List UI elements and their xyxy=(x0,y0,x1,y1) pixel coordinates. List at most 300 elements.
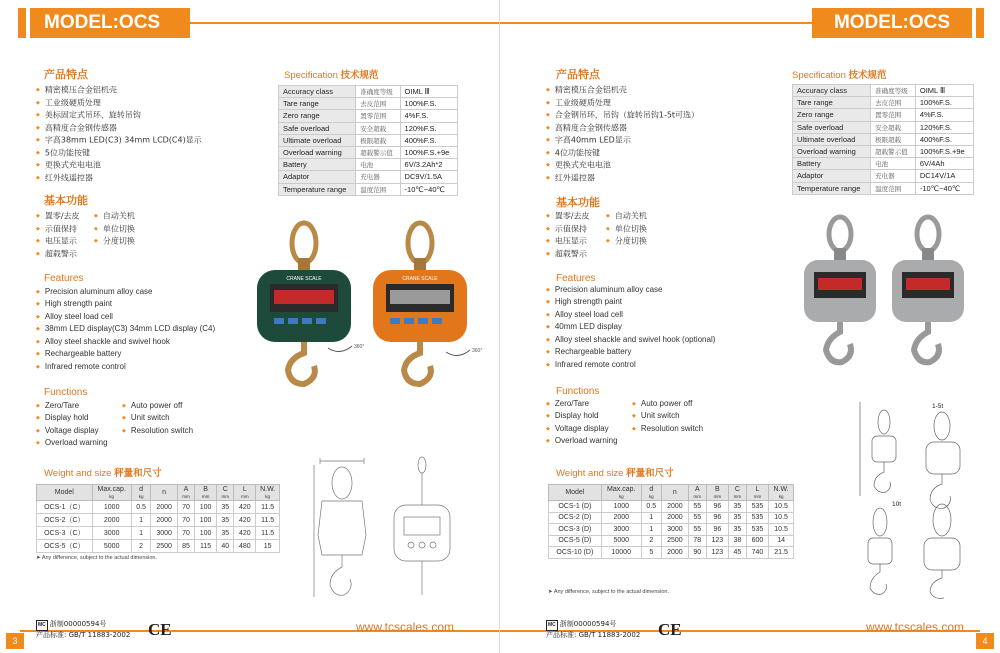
column-header: n xyxy=(661,485,688,501)
spec-label: Tare range xyxy=(279,98,356,110)
table-cell: 21.5 xyxy=(769,547,794,559)
spec-label-cn: 超载警示值 xyxy=(871,145,916,157)
banner-rule xyxy=(190,22,499,24)
spec-label: Ultimate overload xyxy=(793,133,871,145)
spec-value: DC14V/1A xyxy=(915,170,973,182)
list-item: ◆ 自动关机 xyxy=(606,210,647,223)
table-cell: OCS-1（C） xyxy=(37,501,93,514)
list-item: ◆ Overload warning xyxy=(36,437,108,449)
table-cell: 115 xyxy=(195,540,217,553)
scale-label: CRANE SCALE xyxy=(286,276,322,282)
column-header: L mm xyxy=(234,485,256,501)
crane-scales-photo xyxy=(240,218,495,393)
list-item: ◆ 电压显示 xyxy=(546,235,590,248)
capacity-label: 1-5t xyxy=(932,403,944,410)
column-header: d kg xyxy=(131,485,151,501)
table-row xyxy=(793,97,974,109)
list-item: ◆ 4位功能按键 xyxy=(546,147,699,160)
spec-label: Overload warning xyxy=(793,145,871,157)
list-item: ◆ Voltage display xyxy=(36,425,108,437)
table-row xyxy=(549,524,794,536)
table-cell: 535 xyxy=(746,524,768,536)
weight-size-table xyxy=(36,484,280,553)
ce-mark-icon: CE xyxy=(658,620,682,639)
page-number: 4 xyxy=(976,633,994,649)
spec-label-cn: 去皮范围 xyxy=(871,97,916,109)
spec-value: 100%F.S.+9e xyxy=(400,146,457,158)
table-cell: 5000 xyxy=(92,540,131,553)
rotate-arrow-icon xyxy=(446,350,470,356)
table-cell: 90 xyxy=(688,547,706,559)
table-cell: OCS-2 (D) xyxy=(549,512,602,524)
spec-label-cn: 温度范围 xyxy=(871,182,916,194)
column-header: N.W. kg xyxy=(256,485,280,501)
list-item: ◆ 红外遥控器 xyxy=(546,172,699,185)
spec-title-en: Specification xyxy=(792,70,846,81)
spec-title-en: Specification xyxy=(284,70,338,81)
column-header: B mm xyxy=(706,485,728,501)
banner-tab xyxy=(18,8,26,38)
spec-title xyxy=(792,67,887,81)
list-item: ◆ 分度切换 xyxy=(606,235,647,248)
list-item: ◆ Alloy steel shackle and swivel hook xyxy=(36,336,215,348)
cert-number: 浙制00000594号 xyxy=(559,620,617,628)
table-cell: 123 xyxy=(706,547,728,559)
certification xyxy=(546,620,640,640)
table-row xyxy=(37,514,280,527)
table-cell: 35 xyxy=(729,501,747,513)
list-item: ◆ 精密模压合金铝机壳 xyxy=(36,84,202,97)
spec-label: Safe overload xyxy=(279,122,356,134)
dimension-note: ➤ Any difference, subject to the actual dimension. xyxy=(548,589,669,595)
spec-value: 100%F.S. xyxy=(400,98,457,110)
spec-label: Adaptor xyxy=(279,171,356,183)
table-cell: 1 xyxy=(641,524,661,536)
table-cell: 40 xyxy=(217,540,234,553)
weight-size-title xyxy=(44,465,162,479)
table-cell: 35 xyxy=(217,501,234,514)
table-cell: 3000 xyxy=(92,527,131,540)
table-cell: OCS-1 (D) xyxy=(549,501,602,513)
table-cell: 70 xyxy=(177,501,194,514)
table-row xyxy=(793,121,974,133)
model-title: MODEL:OCS (C) xyxy=(30,8,190,38)
table-cell: OCS-10 (D) xyxy=(549,547,602,559)
list-item: ◆ 美标固定式吊环、旋转吊钩 xyxy=(36,109,202,122)
features-cn-list xyxy=(546,84,699,184)
column-header: C mm xyxy=(217,485,234,501)
list-item: ◆ Display hold xyxy=(36,412,108,424)
list-item: ◆ Auto power off xyxy=(122,400,193,412)
list-item: ◆ 更换式充电电池 xyxy=(546,159,699,172)
orange-crane-scale xyxy=(373,223,467,384)
functions-cn-list-2 xyxy=(606,210,647,248)
table-cell: 10.5 xyxy=(769,512,794,524)
spec-label-cn: 温度范围 xyxy=(356,183,400,195)
list-item: ◆ 置零/去皮 xyxy=(36,210,80,223)
table-cell: 14 xyxy=(769,535,794,547)
list-item: ◆ High strength paint xyxy=(546,296,715,308)
table-cell: 1000 xyxy=(92,501,131,514)
features-cn-title: 产品特点 xyxy=(44,68,88,81)
table-cell: 535 xyxy=(746,501,768,513)
spec-label: Accuracy class xyxy=(793,85,871,97)
list-item: ◆ Unit switch xyxy=(632,410,703,422)
spec-table xyxy=(792,84,974,195)
list-item: ◆ 示值保持 xyxy=(546,223,590,236)
table-cell: 15 xyxy=(256,540,280,553)
list-item: ◆ 高精度合金钢传感器 xyxy=(546,122,699,135)
spec-label-cn: 安全超载 xyxy=(871,121,916,133)
cert-number: 浙制00000594号 xyxy=(49,620,107,628)
list-item: ◆ Alloy steel load cell xyxy=(546,309,715,321)
column-header: A mm xyxy=(688,485,706,501)
weight-size-title xyxy=(556,465,674,479)
table-cell: 35 xyxy=(729,512,747,524)
functions-en-list-1 xyxy=(36,400,108,450)
list-item: ◆ 自动关机 xyxy=(94,210,135,223)
table-cell: 2000 xyxy=(661,512,688,524)
table-cell: OCS-3 (D) xyxy=(549,524,602,536)
rotate-label: 360° xyxy=(354,344,365,350)
list-item: ◆ 字高38mm LED(C3) 34mm LCD(C4)显示 xyxy=(36,134,202,147)
capacity-label: 10t xyxy=(892,501,902,508)
table-cell: 3000 xyxy=(661,524,688,536)
functions-en-list-2 xyxy=(632,398,703,435)
spec-label-cn: 电池 xyxy=(356,159,400,171)
table-cell: 1000 xyxy=(601,501,641,513)
functions-cn-list-1 xyxy=(36,210,80,260)
spec-value: 4%F.S. xyxy=(915,109,973,121)
spec-title-cn: 技术规范 xyxy=(848,70,887,81)
spec-label-cn: 准确度等级 xyxy=(356,86,400,98)
table-cell: 420 xyxy=(234,514,256,527)
column-header: Model xyxy=(37,485,93,501)
weight-size-title-en: Weight and size xyxy=(44,468,112,479)
table-cell: 2000 xyxy=(92,514,131,527)
list-item: ◆ 38mm LED display(C3) 34mm LCD display (C4) xyxy=(36,323,215,335)
table-cell: 55 xyxy=(688,524,706,536)
column-header: d kg xyxy=(641,485,661,501)
list-item: ◆ 超载警示 xyxy=(546,248,590,261)
table-cell: 2 xyxy=(131,540,151,553)
table-row xyxy=(549,547,794,559)
spec-label-cn: 充电器 xyxy=(871,170,916,182)
spec-label: Tare range xyxy=(793,97,871,109)
table-row xyxy=(37,501,280,514)
list-item: ◆ Unit switch xyxy=(122,412,193,424)
spec-title xyxy=(284,67,379,81)
spec-label: Zero range xyxy=(279,110,356,122)
table-cell: 100 xyxy=(195,514,217,527)
table-cell: 11.5 xyxy=(256,514,280,527)
table-row xyxy=(279,110,458,122)
table-cell: 535 xyxy=(746,512,768,524)
column-header: n xyxy=(151,485,177,501)
table-row xyxy=(279,146,458,158)
spec-label-cn: 充电器 xyxy=(356,171,400,183)
list-item: ◆ Infrared remote control xyxy=(546,359,715,371)
weight-size-table xyxy=(548,484,794,559)
list-item: ◆ 40mm LED display xyxy=(546,321,715,333)
table-cell: 3000 xyxy=(151,527,177,540)
spec-value: -10℃~40℃ xyxy=(400,183,457,195)
table-cell: 5000 xyxy=(601,535,641,547)
list-item: ◆ 红外线遥控器 xyxy=(36,172,202,185)
spec-label: Ultimate overload xyxy=(279,134,356,146)
table-cell: 35 xyxy=(217,527,234,540)
table-row xyxy=(793,85,974,97)
functions-cn-list-1 xyxy=(546,210,590,260)
table-row xyxy=(793,170,974,182)
table-cell: 100 xyxy=(195,501,217,514)
table-cell: 78 xyxy=(688,535,706,547)
spec-label: Adaptor xyxy=(793,170,871,182)
list-item: ◆ Precision aluminum alloy case xyxy=(36,286,215,298)
table-cell: 11.5 xyxy=(256,527,280,540)
weight-size-title-en: Weight and size xyxy=(556,468,624,479)
functions-en-list-1 xyxy=(546,398,618,448)
crane-scales-photo xyxy=(800,214,980,374)
spec-label: Battery xyxy=(793,158,871,170)
column-header: C mm xyxy=(729,485,747,501)
spec-label: Accuracy class xyxy=(279,86,356,98)
table-cell: 70 xyxy=(177,527,194,540)
spec-label: Temperature range xyxy=(279,183,356,195)
table-cell: 420 xyxy=(234,527,256,540)
table-cell: 35 xyxy=(217,514,234,527)
table-cell: 2000 xyxy=(661,547,688,559)
spec-label-cn: 去皮范围 xyxy=(356,98,400,110)
silver-crane-scale xyxy=(804,217,876,362)
spec-value: 4%F.S. xyxy=(400,110,457,122)
website-link[interactable]: www.tcscales.com xyxy=(866,620,965,634)
spec-value: OIML Ⅲ xyxy=(915,85,973,97)
page-number: 3 xyxy=(6,633,24,649)
table-cell: OCS-2（C） xyxy=(37,514,93,527)
list-item: ◆ Voltage display xyxy=(546,423,618,435)
banner-tab xyxy=(976,8,984,38)
table-cell: 100 xyxy=(195,527,217,540)
list-item: ◆ Infrared remote control xyxy=(36,361,215,373)
spec-value: 120%F.S. xyxy=(915,121,973,133)
table-cell: 35 xyxy=(729,524,747,536)
silver-crane-scale xyxy=(892,217,964,362)
list-item: ◆ Rechargeable battery xyxy=(546,346,715,358)
table-cell: OCS-5 (D) xyxy=(549,535,602,547)
mc-logo-icon: MC xyxy=(36,620,48,631)
table-cell: 1 xyxy=(131,514,151,527)
spec-title-cn: 技术规范 xyxy=(340,70,379,81)
list-item: ◆ Rechargeable battery xyxy=(36,348,215,360)
table-cell: 96 xyxy=(706,501,728,513)
spec-value: 6V/3.2Ah*2 xyxy=(400,159,457,171)
spec-label: Overload warning xyxy=(279,146,356,158)
list-item: ◆ 分度切换 xyxy=(94,235,135,248)
spec-label-cn: 置零范围 xyxy=(356,110,400,122)
functions-en-title: Functions xyxy=(556,386,600,397)
table-row xyxy=(279,159,458,171)
spec-value: 400%F.S. xyxy=(915,133,973,145)
features-en-title: Features xyxy=(44,273,84,284)
table-row xyxy=(793,158,974,170)
table-cell: 420 xyxy=(234,501,256,514)
spec-label-cn: 置零范围 xyxy=(871,109,916,121)
table-row xyxy=(37,540,280,553)
table-cell: 10.5 xyxy=(769,524,794,536)
table-row xyxy=(279,134,458,146)
weight-size-title-cn: 秤量和尺寸 xyxy=(114,468,162,479)
column-header: B mm xyxy=(195,485,217,501)
spec-value: 6V/4Ah xyxy=(915,158,973,170)
functions-en-list-2 xyxy=(122,400,193,437)
list-item: ◆ Auto power off xyxy=(632,398,703,410)
table-cell: 123 xyxy=(706,535,728,547)
table-header-row xyxy=(549,485,794,501)
table-row xyxy=(549,512,794,524)
product-standard: 产品标准: GB/T 11883-2002 xyxy=(546,631,641,639)
table-cell: 2500 xyxy=(151,540,177,553)
model-title: MODEL:OCS (D) xyxy=(812,8,972,38)
list-item: ◆ Alloy steel shackle and swivel hook (optional) xyxy=(546,334,715,346)
spec-value: OIML Ⅲ xyxy=(400,86,457,98)
column-header: L mm xyxy=(746,485,768,501)
list-item: ◆ 工业级硬质处理 xyxy=(36,97,202,110)
list-item: ◆ Zero/Tare xyxy=(546,398,618,410)
column-header: Model xyxy=(549,485,602,501)
list-item: ◆ Display hold xyxy=(546,410,618,422)
functions-cn-list-2 xyxy=(94,210,135,248)
table-cell: 10.5 xyxy=(769,501,794,513)
list-item: ◆ Overload warning xyxy=(546,435,618,447)
spec-value: -10℃~40℃ xyxy=(915,182,973,194)
features-en-title: Features xyxy=(556,273,596,284)
table-cell: 96 xyxy=(706,524,728,536)
spec-label-cn: 极限超载 xyxy=(356,134,400,146)
spec-value: DC9V/1.5A xyxy=(400,171,457,183)
table-cell: 2 xyxy=(641,535,661,547)
spec-value: 120%F.S. xyxy=(400,122,457,134)
list-item: ◆ Precision aluminum alloy case xyxy=(546,284,715,296)
table-cell: 45 xyxy=(729,547,747,559)
table-row xyxy=(793,145,974,157)
table-header-row xyxy=(37,485,280,501)
table-cell: 0.5 xyxy=(131,501,151,514)
list-item: ◆ 更换式充电电池 xyxy=(36,159,202,172)
table-row xyxy=(793,133,974,145)
list-item: ◆ 字高40mm LED显示 xyxy=(546,134,699,147)
list-item: ◆ Zero/Tare xyxy=(36,400,108,412)
list-item: ◆ 超载警示 xyxy=(36,248,80,261)
product-standard: 产品标准: GB/T 11883-2002 xyxy=(36,631,131,639)
table-cell: 480 xyxy=(234,540,256,553)
features-en-list xyxy=(36,286,215,373)
table-row xyxy=(793,109,974,121)
spec-label-cn: 极限超载 xyxy=(871,133,916,145)
list-item: ◆ 工业级硬质处理 xyxy=(546,97,699,110)
list-item: ◆ 高精度合金钢传感器 xyxy=(36,122,202,135)
table-row xyxy=(279,98,458,110)
table-cell: OCS-5（C） xyxy=(37,540,93,553)
certification xyxy=(36,620,130,640)
right-page xyxy=(500,0,1000,653)
table-cell: OCS-3（C） xyxy=(37,527,93,540)
table-row xyxy=(279,86,458,98)
table-cell: 1 xyxy=(131,527,151,540)
table-row xyxy=(549,501,794,513)
dimension-drawing xyxy=(310,455,460,605)
table-cell: 600 xyxy=(746,535,768,547)
weight-size-title-cn: 秤量和尺寸 xyxy=(626,468,674,479)
list-item: ◆ 单位切换 xyxy=(606,223,647,236)
column-header: Max.cap. kg xyxy=(92,485,131,501)
list-item: ◆ 合金钢吊环，吊钩（旋转吊钩1-5t可选） xyxy=(546,109,699,122)
table-cell: 38 xyxy=(729,535,747,547)
features-cn-list xyxy=(36,84,202,184)
scale-label: CRANE SCALE xyxy=(402,276,438,282)
table-cell: 70 xyxy=(177,514,194,527)
functions-cn-title: 基本功能 xyxy=(556,196,600,209)
table-cell: 10000 xyxy=(601,547,641,559)
table-cell: 2000 xyxy=(661,501,688,513)
spec-label-cn: 电池 xyxy=(871,158,916,170)
table-row xyxy=(279,183,458,195)
rotate-arrow-icon xyxy=(328,346,352,352)
mc-logo-icon: MC xyxy=(546,620,558,631)
green-crane-scale xyxy=(257,223,351,384)
column-header: A mm xyxy=(177,485,194,501)
table-cell: 5 xyxy=(641,547,661,559)
table-cell: 1 xyxy=(641,512,661,524)
spec-label-cn: 准确度等级 xyxy=(871,85,916,97)
spec-label: Zero range xyxy=(793,109,871,121)
ce-mark-icon: CE xyxy=(148,620,172,639)
spec-label: Battery xyxy=(279,159,356,171)
table-cell: 2000 xyxy=(601,512,641,524)
list-item: ◆ 置零/去皮 xyxy=(546,210,590,223)
column-header: Max.cap. kg xyxy=(601,485,641,501)
table-cell: 0.5 xyxy=(641,501,661,513)
spec-value: 400%F.S. xyxy=(400,134,457,146)
spec-label: Safe overload xyxy=(793,121,871,133)
list-item: ◆ Resolution switch xyxy=(122,425,193,437)
list-item: ◆ 精密模压合金铝机壳 xyxy=(546,84,699,97)
list-item: ◆ 单位切换 xyxy=(94,223,135,236)
spec-label: Temperature range xyxy=(793,182,871,194)
list-item: ◆ 5位功能按键 xyxy=(36,147,202,160)
dimension-drawing xyxy=(846,392,986,602)
list-item: ◆ 示值保持 xyxy=(36,223,80,236)
functions-cn-title: 基本功能 xyxy=(44,194,88,207)
banner-rule xyxy=(500,22,812,24)
table-cell: 2500 xyxy=(661,535,688,547)
table-cell: 96 xyxy=(706,512,728,524)
spec-value: 100%F.S. xyxy=(915,97,973,109)
table-row xyxy=(549,535,794,547)
list-item: ◆ Alloy steel load cell xyxy=(36,311,215,323)
list-item: ◆ 电压显示 xyxy=(36,235,80,248)
spec-label-cn: 超载警示值 xyxy=(356,146,400,158)
spec-label-cn: 安全超载 xyxy=(356,122,400,134)
table-cell: 85 xyxy=(177,540,194,553)
features-en-list xyxy=(546,284,715,371)
rotate-label: 360° xyxy=(472,348,483,354)
table-cell: 55 xyxy=(688,501,706,513)
table-row xyxy=(37,527,280,540)
website-link[interactable]: www.tcscales.com xyxy=(356,620,455,634)
table-cell: 740 xyxy=(746,547,768,559)
column-header: N.W. kg xyxy=(769,485,794,501)
